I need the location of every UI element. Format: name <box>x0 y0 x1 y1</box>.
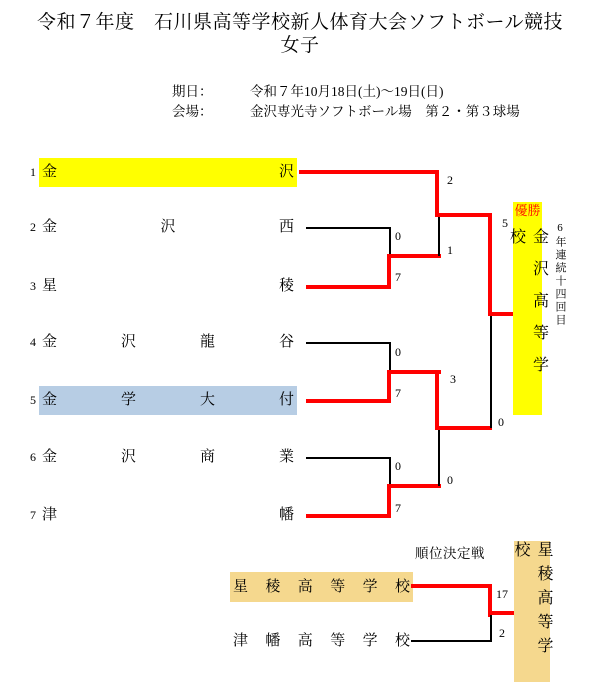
team-name-tsubata: 津幡 <box>42 507 294 523</box>
team-name-kingakudaifu: 金学大付 <box>39 386 297 415</box>
bracket-line-kanazawashogyo <box>306 457 391 459</box>
bracket-line-seiryo <box>306 285 391 289</box>
champion-box <box>507 202 548 415</box>
placement-team-seiryo: 星稜高等学校 <box>230 572 413 602</box>
team-row-kanazawa <box>23 158 297 187</box>
team-row-kingakudaifu <box>23 386 297 415</box>
connector-semifinal2-bottom <box>438 430 440 486</box>
page-title: 令和７年度 石川県高等学校新人体育大会ソフトボール競技 <box>36 12 564 33</box>
connector-final-top <box>488 213 492 316</box>
connector-semifinal1-top <box>435 170 439 217</box>
connector-match45-top <box>389 343 391 371</box>
placement-team-tsubata: 津幡高等学校 <box>233 633 410 649</box>
score-kanazawashogyo-round1: 0 <box>395 459 401 473</box>
champion-note: 6年連続十四回目 <box>554 222 566 327</box>
winner-line-match67 <box>387 484 441 488</box>
venue-value: 金沢専光寺ソフトボール場 第２・第３球場 <box>250 104 520 119</box>
placement-winner-name: 星稜高等学校 <box>512 541 552 661</box>
score-tsubata-semifinal: 0 <box>447 473 453 487</box>
seed-number: 4 <box>30 335 36 349</box>
score-kingakudaifu-round1: 7 <box>395 386 401 400</box>
champion-label: 優勝 <box>514 203 541 218</box>
team-name-kanazawashogyo: 金沢商業 <box>42 449 294 465</box>
winner-line-semifinal1 <box>435 213 492 217</box>
score-kanazawa-semifinal: 2 <box>447 173 453 187</box>
score-kanazawanishi-round1: 0 <box>395 229 401 243</box>
score-placement-tsubata: 2 <box>499 626 505 640</box>
team-name-kanazawa: 金沢 <box>39 158 297 187</box>
placement-line-tsubata <box>411 640 491 642</box>
placement-winner-box <box>514 541 550 682</box>
score-kanazawaryugoku-round1: 0 <box>395 345 401 359</box>
team-row-kanazawanishi <box>23 213 297 242</box>
winner-line-semifinal2 <box>435 426 492 430</box>
score-tsubata-round1: 7 <box>395 501 401 515</box>
seed-number: 1 <box>30 165 36 179</box>
team-name-seiryo: 星稜 <box>42 278 294 294</box>
winner-line-match23 <box>387 254 441 258</box>
score-seiryo-round1: 7 <box>395 270 401 284</box>
date-label: 期日： <box>172 84 213 99</box>
connector-match67-bottom <box>387 484 391 518</box>
team-name-kanazawaryugoku: 金沢龍谷 <box>42 334 294 350</box>
team-row-seiryo <box>23 272 297 301</box>
seed-number: 5 <box>30 393 36 407</box>
bracket-line-kanazawanishi <box>306 227 391 229</box>
bracket-line-kanazawa <box>299 170 439 174</box>
winner-line-match45 <box>387 370 441 374</box>
connector-semifinal1-bottom <box>438 217 440 256</box>
seed-number: 3 <box>30 279 36 293</box>
bracket-line-kingakudaifu <box>306 399 391 403</box>
champion-name: 金沢高等学校 <box>507 228 548 388</box>
bracket-line-tsubata <box>306 514 391 518</box>
seed-number: 6 <box>30 450 36 464</box>
score-kanazawa-final: 5 <box>502 216 508 230</box>
placement-connector-bottom <box>490 615 492 642</box>
bracket-line-kanazawaryugoku <box>306 342 391 344</box>
connector-match23-bottom <box>387 254 391 289</box>
score-kingakudaifu-semifinal: 3 <box>450 372 456 386</box>
team-name-kanazawanishi: 金沢西 <box>42 219 294 235</box>
connector-semifinal2-top <box>435 370 439 430</box>
seed-number: 7 <box>30 508 36 522</box>
placement-match-label: 順位決定戦 <box>415 546 485 561</box>
score-placement-seiryo: 17 <box>496 587 508 601</box>
seed-number: 2 <box>30 220 36 234</box>
connector-final-bottom <box>490 316 492 428</box>
venue-label: 会場： <box>172 104 213 119</box>
score-kingakudaifu-final: 0 <box>498 415 504 429</box>
connector-match67-top <box>389 458 391 486</box>
team-row-kanazawashogyo <box>23 443 297 472</box>
placement-line-seiryo <box>411 584 492 588</box>
page-subtitle: 女子 <box>280 35 320 56</box>
team-row-tsubata <box>23 501 297 530</box>
team-row-kanazawaryugoku <box>23 328 297 357</box>
date-value: 令和７年10月18日(土)～19日(日) <box>250 84 444 99</box>
score-seiryo-semifinal: 1 <box>447 243 453 257</box>
connector-match45-bottom <box>387 370 391 403</box>
connector-match23-top <box>389 228 391 256</box>
